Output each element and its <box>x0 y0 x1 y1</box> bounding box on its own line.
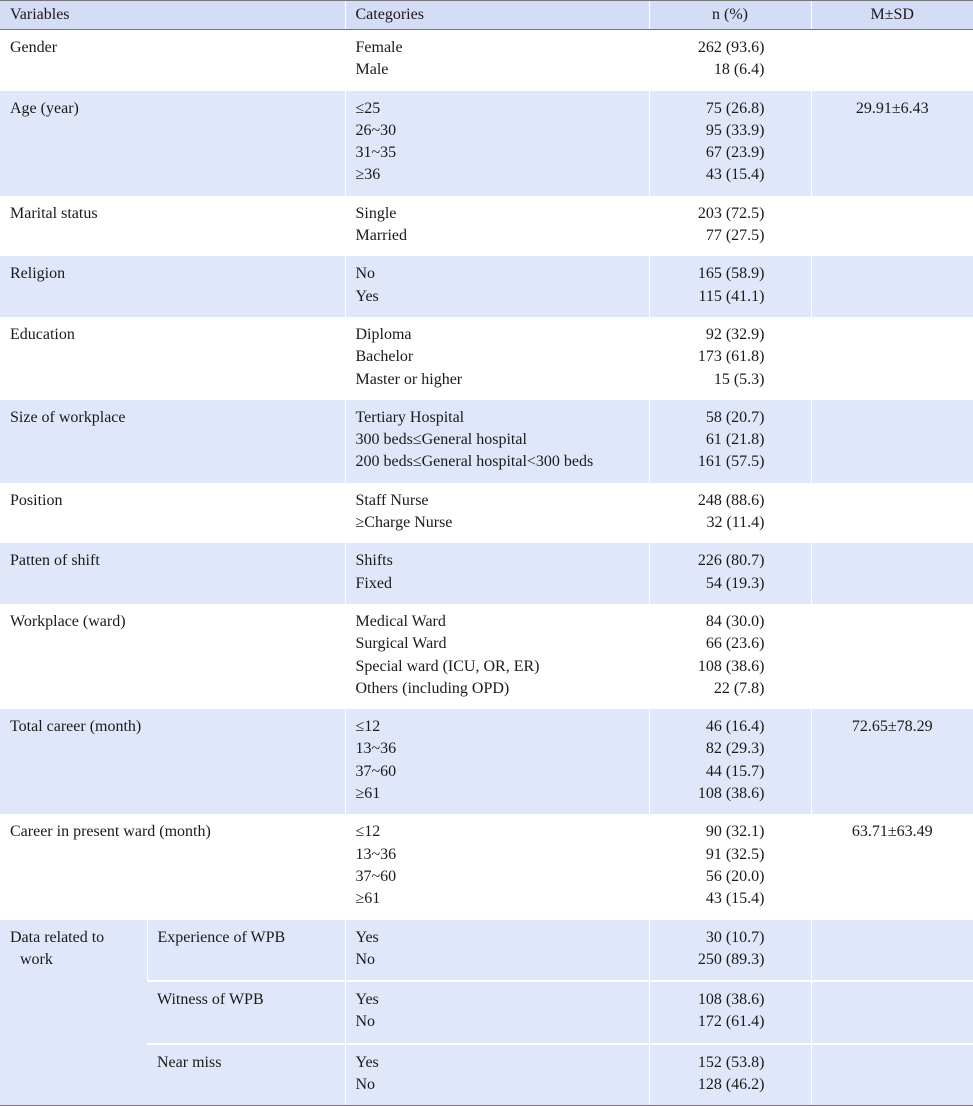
n-percent-value: 165 (58.9) <box>697 265 765 283</box>
category-label: ≥61 <box>355 890 381 908</box>
category-label: Master or higher <box>355 370 463 388</box>
category-label: No <box>355 1075 376 1093</box>
category-label: No <box>355 1013 376 1031</box>
table-row <box>0 814 973 919</box>
n-percent-value: 82 (29.3) <box>705 740 765 758</box>
category-label: Surgical Ward <box>355 635 447 653</box>
mean-sd-cell <box>811 317 973 400</box>
header-mean-sd: M±SD <box>811 1 973 30</box>
mean-sd-cell <box>811 920 973 982</box>
mean-sd-value: 29.91±6.43 <box>855 99 929 117</box>
n-percent-value: 43 (15.4) <box>705 890 765 908</box>
n-percent-value: 54 (19.3) <box>705 574 765 592</box>
n-percent-value: 248 (88.6) <box>697 491 765 509</box>
category-label: Staff Nurse <box>355 491 429 509</box>
mean-sd-cell <box>811 709 973 814</box>
variable-cell <box>0 709 345 814</box>
category-label: Yes <box>355 991 379 1009</box>
n-percent-value: 173 (61.8) <box>697 348 765 366</box>
n-percent-cell <box>649 400 811 483</box>
n-percent-value: 44 (15.7) <box>705 762 765 780</box>
table-row <box>0 543 973 604</box>
n-percent-value: 22 (7.8) <box>713 679 765 697</box>
categories-cell <box>345 814 649 919</box>
category-label: 300 beds≤General hospital <box>355 431 527 449</box>
category-label: 37~60 <box>355 762 397 780</box>
table-row <box>0 604 973 709</box>
n-percent-cell <box>649 483 811 544</box>
categories-cell <box>345 91 649 196</box>
categories-cell <box>345 604 649 709</box>
n-percent-value: 58 (20.7) <box>705 408 765 426</box>
table-row <box>0 91 973 196</box>
mean-sd-cell <box>811 30 973 91</box>
categories-cell <box>345 920 649 982</box>
category-label: Bachelor <box>355 348 414 366</box>
categories-cell <box>345 400 649 483</box>
category-label: Fixed <box>355 574 392 592</box>
mean-sd-cell <box>811 256 973 317</box>
n-percent-value: 30 (10.7) <box>705 928 765 946</box>
category-label: Diploma <box>355 325 412 343</box>
mean-sd-cell <box>811 91 973 196</box>
n-percent-value: 115 (41.1) <box>698 287 765 305</box>
variable-cell <box>0 317 345 400</box>
variable-cell <box>0 400 345 483</box>
category-label: ≤12 <box>355 823 381 841</box>
table-row <box>0 483 973 544</box>
variable-cell <box>0 604 345 709</box>
n-percent-value: 61 (21.8) <box>705 431 765 449</box>
n-percent-value: 92 (32.9) <box>705 325 765 343</box>
subvariable-cell <box>147 981 345 1044</box>
category-label: Shifts <box>355 552 393 570</box>
category-label: ≥Charge Nurse <box>355 514 453 532</box>
category-label: ≤12 <box>355 718 381 736</box>
category-label: Medical Ward <box>355 612 446 630</box>
n-percent-cell <box>649 604 811 709</box>
work-group-label-line2: work <box>20 950 53 968</box>
table-row <box>0 400 973 483</box>
table-row <box>0 317 973 400</box>
table-header <box>0 1 973 30</box>
variable-cell <box>0 30 345 91</box>
categories-cell <box>345 1044 649 1106</box>
category-label: 200 beds≤General hospital<300 beds <box>355 453 594 471</box>
mean-sd-value: 72.65±78.29 <box>851 718 933 736</box>
n-percent-value: 56 (20.0) <box>705 867 765 885</box>
n-percent-value: 46 (16.4) <box>705 718 765 736</box>
n-percent-value: 128 (46.2) <box>697 1075 765 1093</box>
subvariable-cell <box>147 1044 345 1106</box>
mean-sd-cell <box>811 400 973 483</box>
variable-label: Position <box>10 491 63 509</box>
categories-cell <box>345 483 649 544</box>
categories-cell <box>345 709 649 814</box>
work-group-label-line1: Data related to <box>10 928 105 946</box>
category-label: No <box>355 950 376 968</box>
categories-cell <box>345 30 649 91</box>
n-percent-value: 67 (23.9) <box>705 144 765 162</box>
categories-cell <box>345 543 649 604</box>
header-row <box>0 1 973 30</box>
n-percent-cell <box>649 196 811 257</box>
work-group-cell <box>0 920 147 1106</box>
mean-sd-cell <box>811 1044 973 1106</box>
n-percent-value: 95 (33.9) <box>705 121 765 139</box>
n-percent-cell <box>649 920 811 982</box>
table-row <box>0 920 973 982</box>
n-percent-value: 18 (6.4) <box>713 61 765 79</box>
n-percent-value: 152 (53.8) <box>697 1053 765 1071</box>
table-row <box>0 709 973 814</box>
categories-cell <box>345 981 649 1044</box>
n-percent-value: 90 (32.1) <box>705 823 765 841</box>
category-label: 31~35 <box>355 144 397 162</box>
category-label: Male <box>355 61 389 79</box>
variable-label: Workplace (ward) <box>10 612 126 630</box>
n-percent-value: 32 (11.4) <box>706 514 765 532</box>
mean-sd-cell <box>811 543 973 604</box>
mean-sd-cell <box>811 483 973 544</box>
category-label: Others (including OPD) <box>355 679 510 697</box>
n-percent-value: 66 (23.6) <box>705 635 765 653</box>
categories-cell <box>345 256 649 317</box>
n-percent-value: 108 (38.6) <box>697 991 765 1009</box>
subvariable-label: Near miss <box>157 1053 222 1071</box>
subvariable-label: Experience of WPB <box>157 928 286 946</box>
mean-sd-cell <box>811 604 973 709</box>
subvariable-cell <box>147 920 345 982</box>
n-percent-cell <box>649 814 811 919</box>
category-label: Special ward (ICU, OR, ER) <box>355 657 540 675</box>
variable-cell <box>0 256 345 317</box>
n-percent-cell <box>649 709 811 814</box>
n-percent-value: 203 (72.5) <box>697 204 765 222</box>
mean-sd-cell <box>811 196 973 257</box>
n-percent-value: 75 (26.8) <box>705 99 765 117</box>
n-percent-value: 161 (57.5) <box>697 453 765 471</box>
n-percent-cell <box>649 91 811 196</box>
category-label: ≤25 <box>355 99 381 117</box>
n-percent-cell <box>649 317 811 400</box>
category-label: Tertiary Hospital <box>355 408 465 426</box>
n-percent-value: 226 (80.7) <box>697 552 765 570</box>
n-percent-cell <box>649 981 811 1044</box>
variable-label: Career in present ward (month) <box>10 823 211 841</box>
n-percent-cell <box>649 30 811 91</box>
table-row <box>0 196 973 257</box>
variable-cell <box>0 814 345 919</box>
category-label: No <box>355 265 376 283</box>
mean-sd-cell <box>811 814 973 919</box>
category-label: Female <box>355 39 403 56</box>
mean-sd-cell <box>811 981 973 1044</box>
n-percent-value: 108 (38.6) <box>697 785 765 803</box>
n-percent-cell <box>649 543 811 604</box>
n-percent-value: 84 (30.0) <box>705 612 765 630</box>
categories-cell <box>345 196 649 257</box>
category-label: Yes <box>355 1053 379 1071</box>
mean-sd-value: 63.71±63.49 <box>851 823 933 841</box>
n-percent-value: 43 (15.4) <box>705 166 765 184</box>
categories-cell <box>345 317 649 400</box>
variable-cell <box>0 483 345 544</box>
category-label: Married <box>355 227 408 245</box>
category-label: 26~30 <box>355 121 397 139</box>
category-label: 13~36 <box>355 845 397 863</box>
n-percent-value: 108 (38.6) <box>697 657 765 675</box>
category-label: ≥36 <box>355 166 381 184</box>
n-percent-cell <box>649 1044 811 1106</box>
variable-label: Patten of shift <box>10 552 100 570</box>
table-body <box>0 30 973 1106</box>
variable-label: Education <box>10 325 75 343</box>
variable-label: Gender <box>10 39 58 56</box>
category-label: 37~60 <box>355 867 397 885</box>
category-label: Yes <box>355 287 379 305</box>
variable-label: Total career (month) <box>10 718 142 736</box>
header-categories: Categories <box>345 1 649 30</box>
n-percent-value: 250 (89.3) <box>697 950 765 968</box>
subvariable-label: Witness of WPB <box>157 991 264 1009</box>
n-percent-value: 262 (93.6) <box>697 39 765 56</box>
header-n-percent: n (%) <box>649 1 811 30</box>
category-label: Yes <box>355 928 379 946</box>
n-percent-value: 77 (27.5) <box>705 227 765 245</box>
category-label: Single <box>355 204 397 222</box>
variable-label: Marital status <box>10 204 98 222</box>
category-label: 13~36 <box>355 740 397 758</box>
n-percent-value: 15 (5.3) <box>713 370 765 388</box>
table-row <box>0 256 973 317</box>
variable-label: Religion <box>10 265 66 283</box>
variable-cell <box>0 91 345 196</box>
n-percent-value: 172 (61.4) <box>697 1013 765 1031</box>
n-percent-value: 91 (32.5) <box>705 845 765 863</box>
n-percent-cell <box>649 256 811 317</box>
variable-cell <box>0 543 345 604</box>
variable-cell <box>0 196 345 257</box>
table-row <box>0 30 973 91</box>
header-variables: Variables <box>0 1 345 30</box>
variable-label: Age (year) <box>10 99 79 117</box>
variable-label: Size of workplace <box>10 408 126 426</box>
category-label: ≥61 <box>355 785 381 803</box>
